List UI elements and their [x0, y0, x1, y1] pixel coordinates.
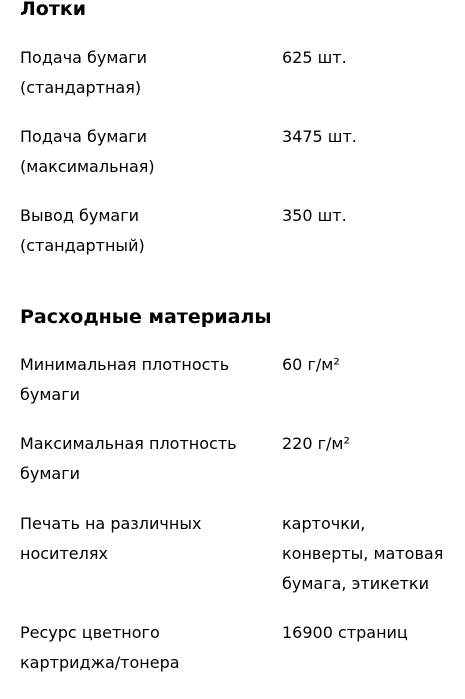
spec-label-line: картриджа/тонера — [20, 653, 180, 672]
spec-label-line: (стандартный) — [20, 236, 145, 255]
section-title-trays: Лотки — [20, 0, 87, 20]
spec-value-line: карточки, — [282, 514, 366, 533]
spec-label-line: Ресурс цветного — [20, 623, 160, 642]
spec-label-line: бумаги — [20, 385, 81, 404]
spec-label — [20, 350, 270, 410]
spec-label — [20, 429, 270, 489]
spec-label-line: носителях — [20, 544, 108, 563]
spec-value-line: бумага, этикетки — [282, 574, 429, 593]
spec-label — [20, 618, 270, 678]
spec-value-line: конверты, матовая — [282, 544, 444, 563]
spec-value-line: 220 г/м² — [282, 434, 350, 453]
spec-label-line: Максимальная плотность — [20, 434, 237, 453]
spec-value-line: 625 шт. — [282, 48, 347, 67]
spec-value — [282, 201, 462, 231]
spec-label-line: (максимальная) — [20, 157, 155, 176]
spec-label — [20, 509, 270, 569]
spec-label-line: бумаги — [20, 464, 81, 483]
spec-value — [282, 429, 462, 459]
spec-value-line: 350 шт. — [282, 206, 347, 225]
spec-label-line: (стандартная) — [20, 78, 142, 97]
spec-label — [20, 201, 270, 261]
spec-value-line: 3475 шт. — [282, 127, 357, 146]
spec-value — [282, 350, 462, 380]
section-title-consumables: Расходные материалы — [20, 306, 272, 328]
spec-value — [282, 122, 462, 152]
spec-value-line: 16900 страниц — [282, 623, 408, 642]
spec-label-line: Подача бумаги — [20, 127, 148, 146]
spec-label-line: Минимальная плотность — [20, 355, 230, 374]
spec-value-line: 60 г/м² — [282, 355, 340, 374]
spec-value — [282, 509, 462, 599]
spec-label-line: Печать на различных — [20, 514, 202, 533]
spec-label-line: Подача бумаги — [20, 48, 148, 67]
spec-label — [20, 43, 270, 103]
spec-value — [282, 43, 462, 73]
spec-label-line: Вывод бумаги — [20, 206, 139, 225]
spec-label — [20, 122, 270, 182]
spec-value — [282, 618, 462, 648]
